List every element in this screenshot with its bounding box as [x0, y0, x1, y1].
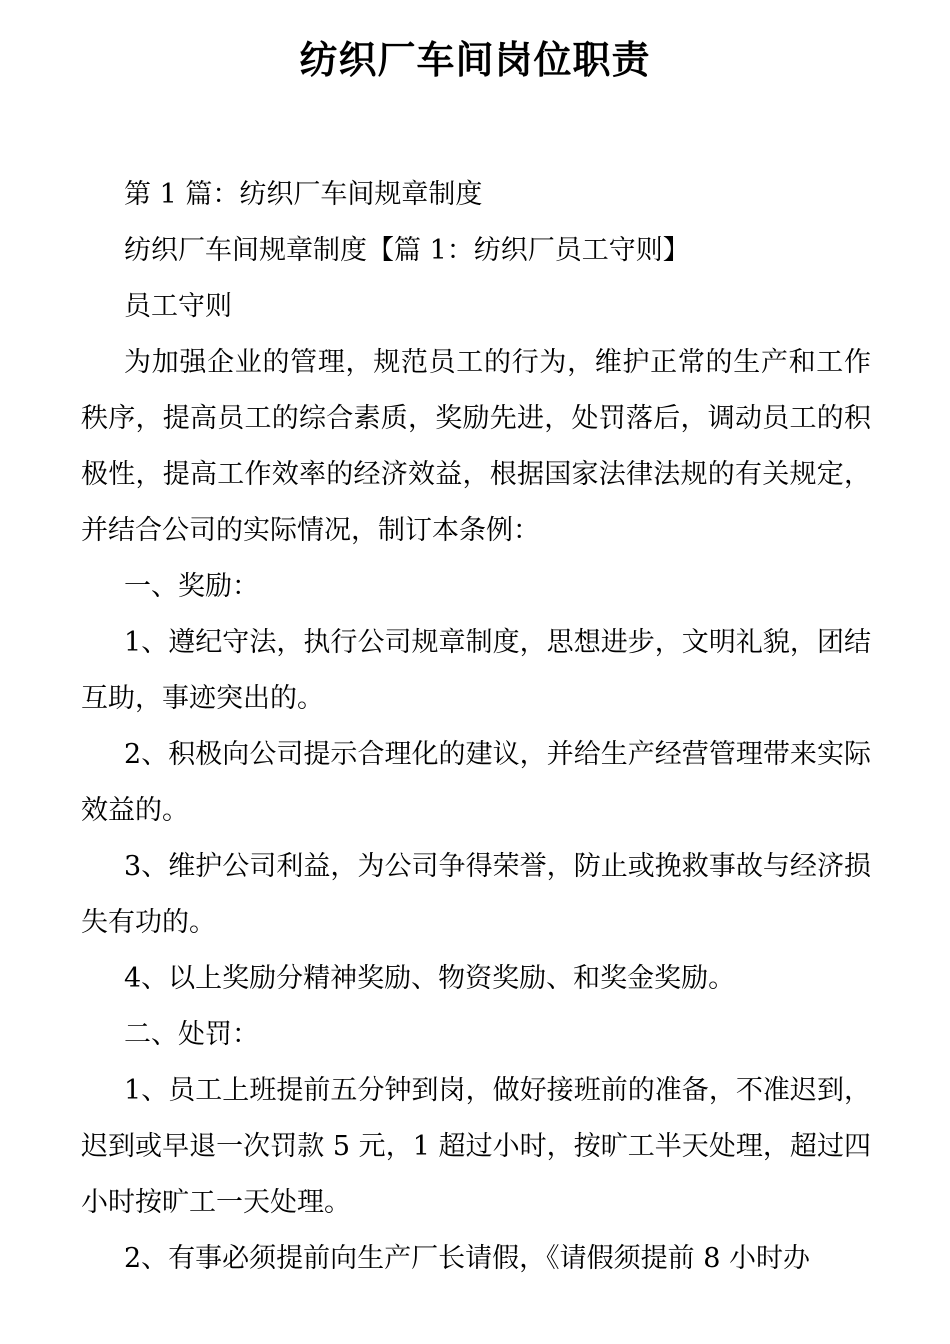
intro-paragraph: 为加强企业的管理，规范员工的行为，维护正常的生产和工作秩序，提高员工的综合素质，奖励先进，处罚落后，调动员工的积极性，提高工作效率的经济效益，根据国家法律法规的有关规定，并结合公司的实际情况，制订本条例： — [81, 347, 871, 546]
penalty-item-1: 1、员工上班提前五分钟到岗，做好接班前的准备，不准迟到，迟到或早退一次罚款 5 元，1 超过小时，按旷工半天处理，超过四小时按旷工一天处理。 — [81, 1075, 871, 1218]
rewards-heading: 一、奖励： — [124, 571, 259, 602]
subsection-heading: 纺织厂车间规章制度【篇 1：纺织厂员工守则】 — [124, 235, 690, 266]
penalty-item-2: 2、有事必须提前向生产厂长请假，《请假须提前 8 小时办 — [124, 1243, 811, 1274]
rules-heading: 员工守则 — [124, 291, 232, 322]
reward-item-3: 3、维护公司利益，为公司争得荣誉，防止或挽救事故与经济损失有功的。 — [81, 851, 871, 938]
document-title: 纺织厂车间岗位职责 — [299, 38, 651, 82]
reward-item-4: 4、以上奖励分精神奖励、物资奖励、和奖金奖励。 — [124, 963, 736, 994]
reward-item-1: 1、遵纪守法，执行公司规章制度，思想进步，文明礼貌，团结互助，事迹突出的。 — [81, 627, 871, 714]
document-body — [81, 167, 871, 1287]
reward-item-2: 2、积极向公司提示合理化的建议，并给生产经营管理带来实际效益的。 — [81, 739, 871, 826]
section-heading: 第 1 篇：纺织厂车间规章制度 — [124, 179, 483, 210]
penalties-heading: 二、处罚： — [124, 1019, 259, 1050]
